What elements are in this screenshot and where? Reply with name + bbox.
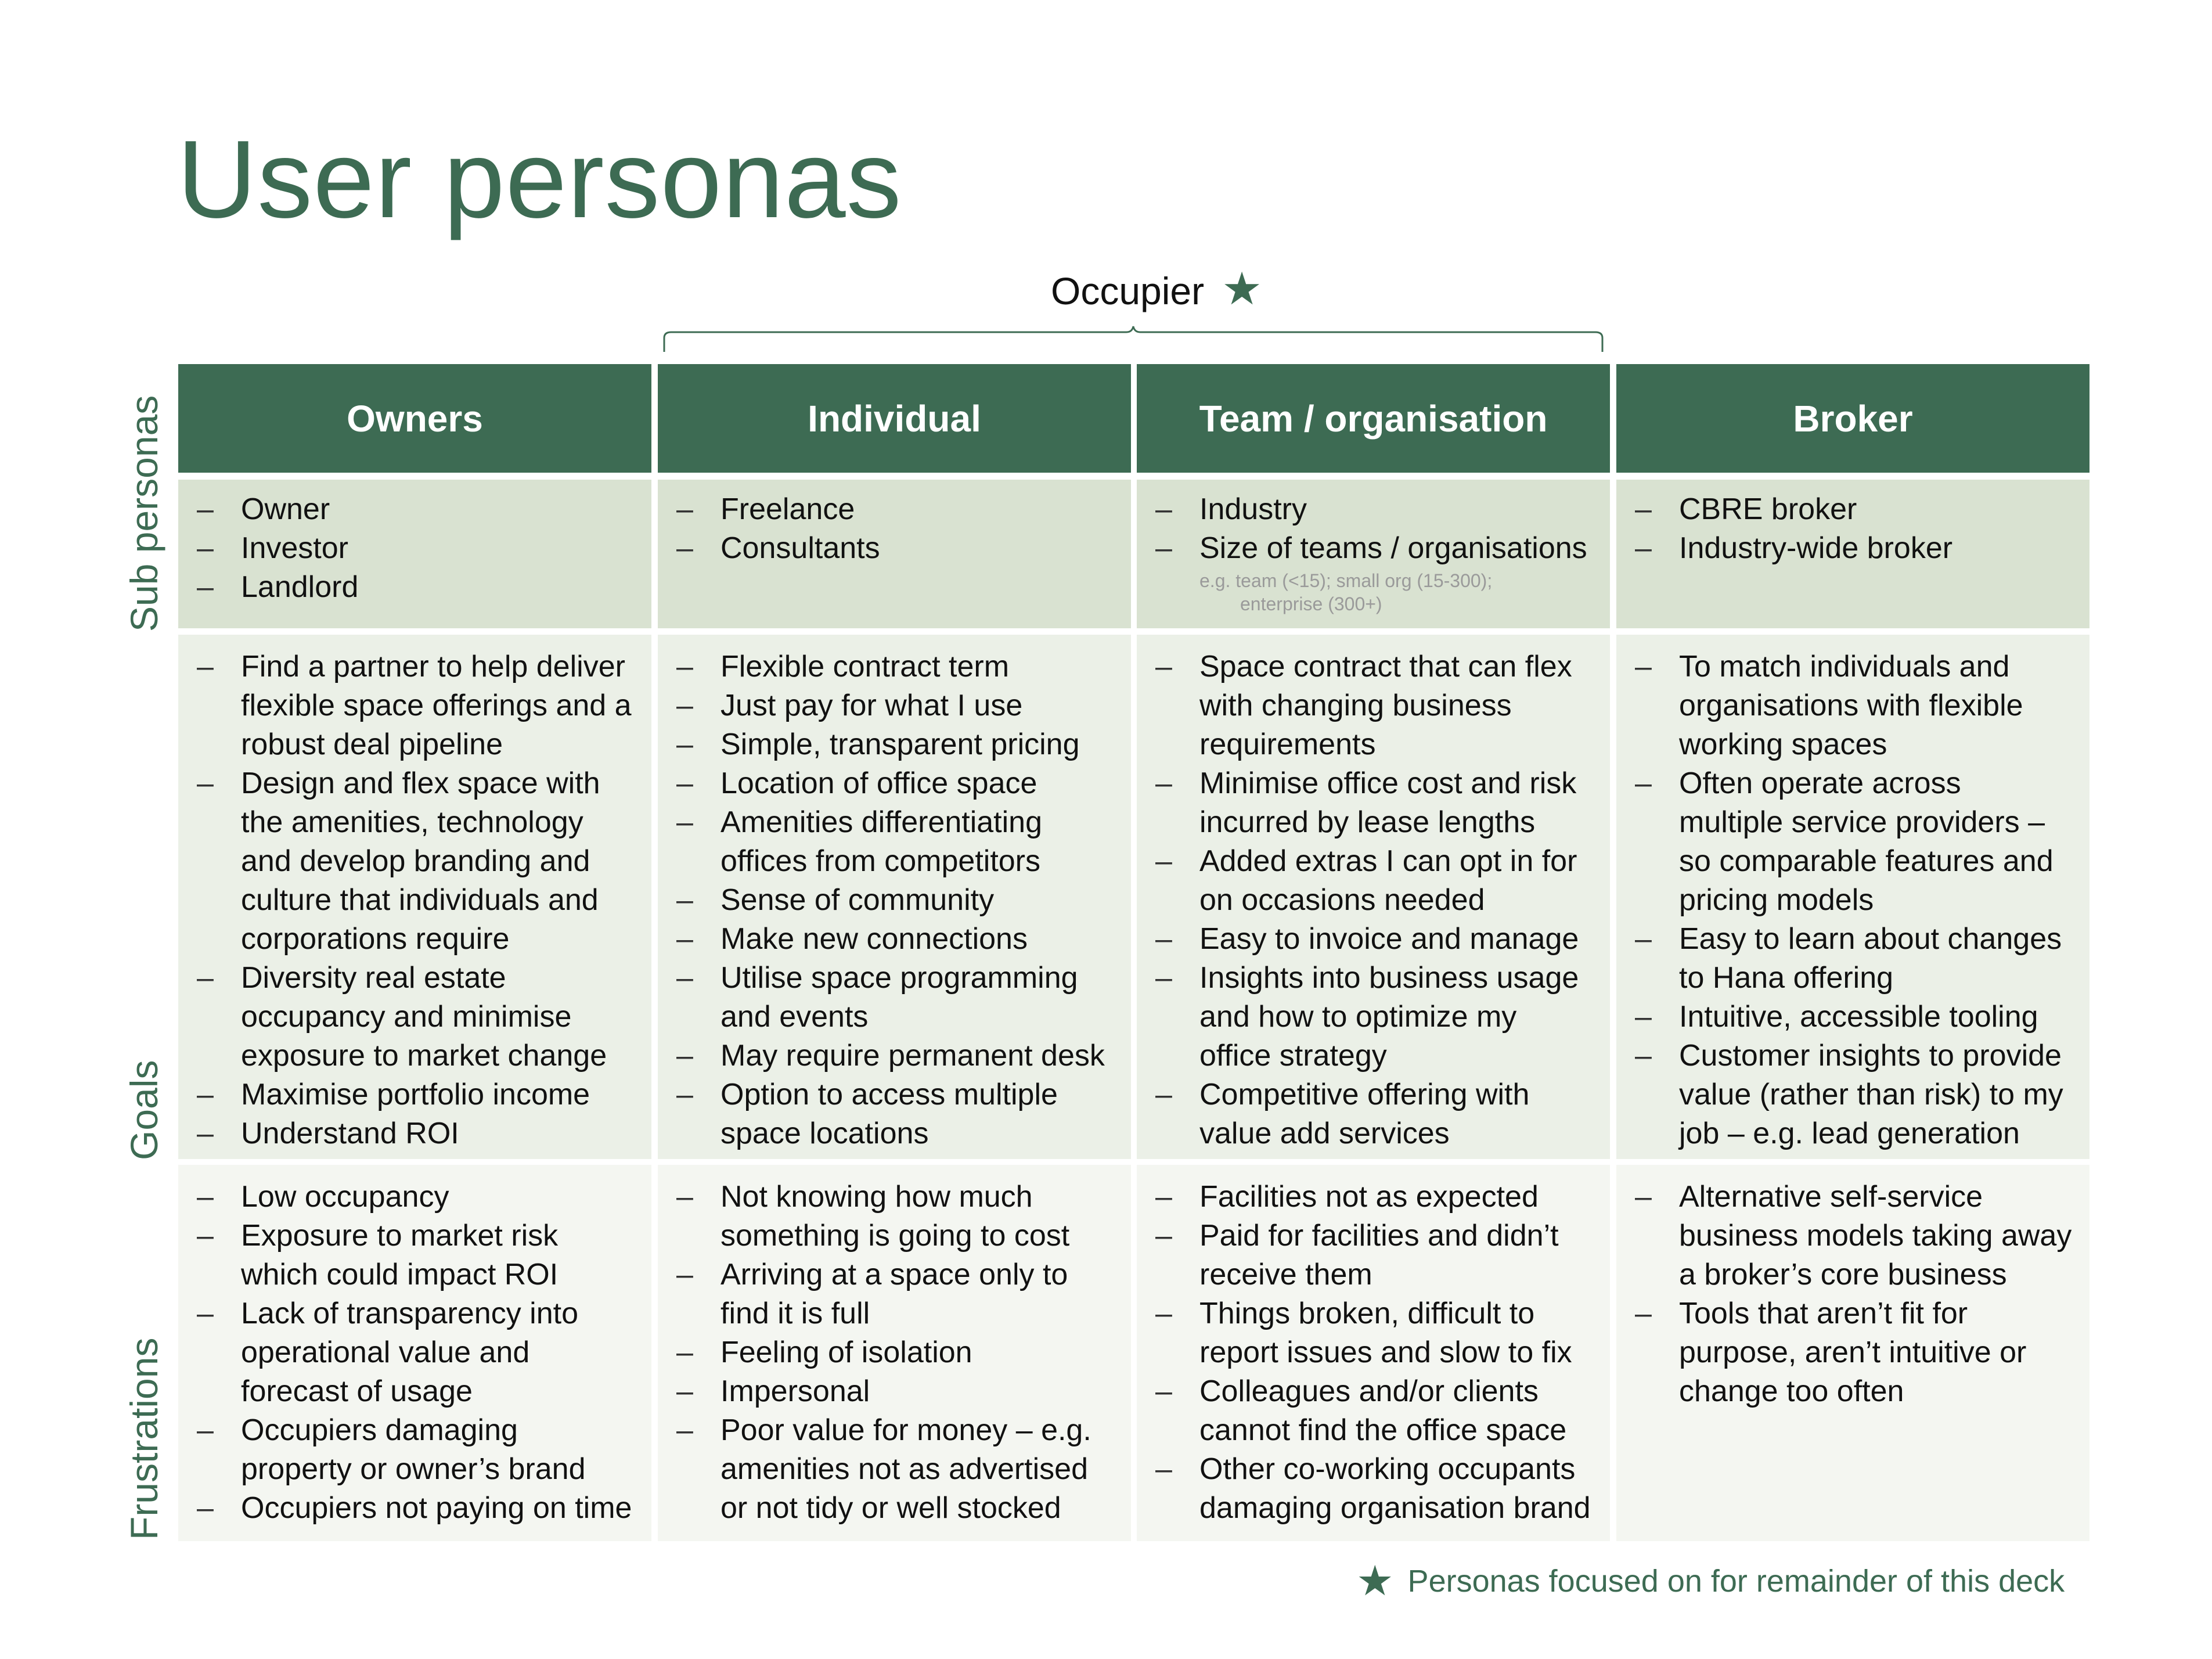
occupier-bracket — [662, 325, 1614, 354]
list-item: – Freelance — [720, 490, 1114, 529]
list-item: – Things broken, difficult to report issues and slow to fix — [1199, 1294, 1593, 1372]
column-header-owners: Owners — [178, 364, 651, 473]
list-item: – Lack of transparency into operational value and forecast of usage — [241, 1294, 634, 1411]
list-item: – Understand ROI — [241, 1114, 634, 1153]
list-item: – Consultants — [720, 529, 1114, 568]
frustrations-team-organisation — [1137, 1165, 1610, 1541]
list-item: – Investor — [241, 529, 634, 568]
legend-footnote — [1356, 1556, 2065, 1605]
list-item: – Other co-working occupants damaging organisation brand — [1199, 1450, 1593, 1528]
list-item: – Amenities differentiating offices from competitors — [720, 803, 1114, 881]
list-item: – Not knowing how much something is going to cost — [720, 1178, 1114, 1255]
goals-individual — [658, 635, 1131, 1159]
size-note-line-2: enterprise (300+) — [1240, 593, 1382, 614]
goals-team-organisation — [1137, 635, 1610, 1159]
list-item: – Added extras I can opt in for on occasions needed — [1199, 842, 1593, 920]
list-item: – Poor value for money – e.g. amenities not as advertised or not tidy or well stocked — [720, 1411, 1114, 1528]
column-header-broker: Broker — [1616, 364, 2089, 473]
sub-personas-team-organisation — [1137, 480, 1610, 628]
list-item: – Facilities not as expected — [1199, 1178, 1593, 1217]
occupier-group-label — [1051, 262, 1262, 315]
list-item: – Find a partner to help deliver flexible space offerings and a robust deal pipeline — [241, 647, 634, 764]
list-item: – Competitive offering with value add services — [1199, 1075, 1593, 1153]
list-item: – Easy to learn about changes to Hana offering — [1679, 920, 2072, 998]
list-item: – Industry-wide broker — [1679, 529, 2072, 568]
list-item: – Often operate across multiple service providers – so comparable features and pricing models — [1679, 764, 2072, 920]
list-item: – Owner — [241, 490, 634, 529]
list-item: – Feeling of isolation — [720, 1333, 1114, 1372]
list-item: – Paid for facilities and didn’t receive them — [1199, 1217, 1593, 1294]
row-label-frustrations: Frustrations — [123, 1337, 165, 1540]
page-title: User personas — [177, 118, 902, 241]
occupier-label: Occupier — [1051, 269, 1205, 312]
list-item: – Arriving at a space only to find it is full — [720, 1255, 1114, 1333]
list-item: – Size of teams / organisations — [1199, 529, 1593, 568]
list-item: – Simple, transparent pricing — [720, 725, 1114, 764]
row-label-goals: Goals — [123, 1060, 165, 1160]
list-item: – May require permanent desk — [720, 1037, 1114, 1075]
footnote-text: Personas focused on for remainder of this deck — [1407, 1564, 2065, 1599]
list-item: – CBRE broker — [1679, 490, 2072, 529]
size-examples-note — [1199, 569, 1610, 616]
list-item: – Landlord — [241, 568, 634, 607]
sub-personas-individual — [658, 480, 1131, 628]
list-item: – Tools that aren’t fit for purpose, aren’t intuitive or change too often — [1679, 1294, 2072, 1411]
list-item: – Sense of community — [720, 881, 1114, 920]
list-item: – Occupiers damaging property or owner’s brand — [241, 1411, 634, 1489]
row-label-sub-personas: Sub personas — [123, 395, 165, 632]
list-item: – Space contract that can flex with changing business requirements — [1199, 647, 1593, 764]
list-item: – Exposure to market risk which could impact ROI — [241, 1217, 634, 1294]
list-item: – Maximise portfolio income — [241, 1075, 634, 1114]
frustrations-individual — [658, 1165, 1131, 1541]
list-item: – Intuitive, accessible tooling — [1679, 998, 2072, 1037]
frustrations-broker — [1616, 1165, 2089, 1541]
list-item: – Occupiers not paying on time — [241, 1489, 634, 1528]
frustrations-owners — [178, 1165, 651, 1541]
list-item: – Insights into business usage and how to optimize my office strategy — [1199, 959, 1593, 1075]
list-item: – Impersonal — [720, 1372, 1114, 1411]
list-item: – Utilise space programming and events — [720, 959, 1114, 1037]
column-header-individual: Individual — [658, 364, 1131, 473]
list-item: – Industry — [1199, 490, 1593, 529]
list-item: – Customer insights to provide value (rather than risk) to my job – e.g. lead generation — [1679, 1037, 2072, 1153]
list-item: – Minimise office cost and risk incurred by lease lengths — [1199, 764, 1593, 842]
star-icon: ★ — [1356, 1558, 1394, 1604]
list-item: – Just pay for what I use — [720, 686, 1114, 725]
star-icon: ★ — [1222, 263, 1263, 314]
column-header-team-organisation: Team / organisation — [1137, 364, 1610, 473]
list-item: – Make new connections — [720, 920, 1114, 959]
list-item: – Flexible contract term — [720, 647, 1114, 686]
list-item: – Diversity real estate occupancy and minimise exposure to market change — [241, 959, 634, 1075]
list-item: – Option to access multiple space locations — [720, 1075, 1114, 1153]
list-item: – Low occupancy — [241, 1178, 634, 1217]
list-item: – Easy to invoice and manage — [1199, 920, 1593, 959]
list-item: – Design and flex space with the amenities, technology and develop branding and culture that individuals and corporations require — [241, 764, 634, 959]
list-item: – Colleagues and/or clients cannot find the office space — [1199, 1372, 1593, 1450]
sub-personas-owners — [178, 480, 651, 628]
goals-broker — [1616, 635, 2089, 1159]
sub-personas-broker — [1616, 480, 2089, 628]
size-note-line-1: e.g. team (<15); small org (15-300); — [1199, 570, 1493, 591]
list-item: – Location of office space — [720, 764, 1114, 803]
list-item: – Alternative self-service business models taking away a broker’s core business — [1679, 1178, 2072, 1294]
goals-owners — [178, 635, 651, 1159]
list-item: – To match individuals and organisations with flexible working spaces — [1679, 647, 2072, 764]
